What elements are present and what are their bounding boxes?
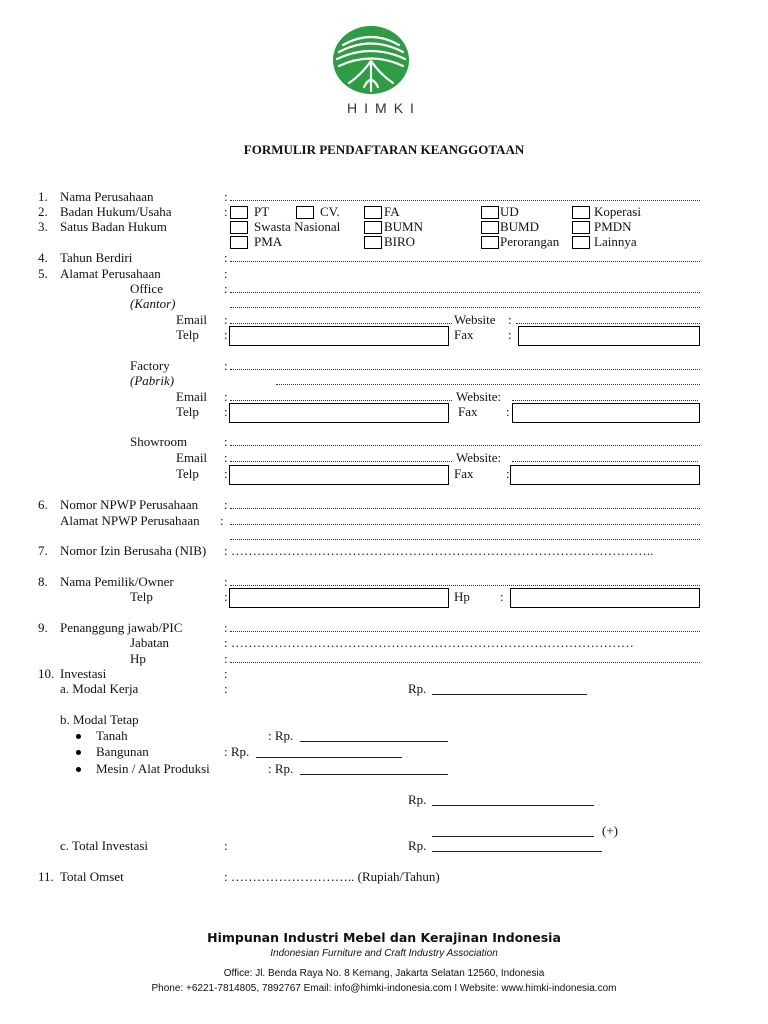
label-showroom: Showroom bbox=[130, 434, 188, 449]
label-nama-perusahaan: Nama Perusahaan bbox=[60, 189, 154, 204]
rp-label: : Rp. bbox=[224, 744, 250, 759]
bullet-icon bbox=[76, 767, 81, 772]
showroom-fax-input[interactable] bbox=[510, 465, 700, 485]
option-bumd: BUMD bbox=[500, 219, 540, 234]
alamat-npwp-field[interactable] bbox=[230, 524, 700, 525]
colon: : bbox=[224, 450, 228, 465]
colon: : bbox=[506, 404, 510, 419]
checkbox-pma[interactable] bbox=[230, 236, 248, 249]
office-address-field-2[interactable] bbox=[230, 307, 700, 308]
colon: : bbox=[224, 312, 228, 327]
num-8: 8. bbox=[38, 574, 48, 589]
colon: : bbox=[224, 838, 228, 853]
num-2: 2. bbox=[38, 204, 48, 219]
checkbox-lainnya[interactable] bbox=[572, 236, 590, 249]
num-10: 10. bbox=[38, 666, 55, 681]
colon: : bbox=[224, 651, 228, 666]
option-pma: PMA bbox=[254, 234, 283, 249]
label-nama-pemilik: Nama Pemilik/Owner bbox=[60, 574, 174, 589]
brand-name: HIMKI bbox=[347, 100, 421, 116]
colon: : bbox=[224, 189, 228, 204]
colon: : bbox=[224, 266, 228, 281]
sum-line bbox=[432, 836, 594, 837]
footer-org-name-en: Indonesian Furniture and Craft Industry Association bbox=[270, 948, 498, 959]
num-3: 3. bbox=[38, 219, 48, 234]
office-email-field[interactable] bbox=[230, 323, 452, 324]
colon: : bbox=[224, 466, 228, 481]
label-factory-email: Email bbox=[176, 389, 208, 404]
num-5: 5. bbox=[38, 266, 48, 281]
label-office-website: Website bbox=[454, 312, 496, 327]
bullet-icon bbox=[76, 734, 81, 739]
option-fa: FA bbox=[384, 204, 400, 219]
label-total-investasi: c. Total Investasi bbox=[60, 838, 149, 853]
checkbox-ud[interactable] bbox=[481, 206, 499, 219]
bangunan-field[interactable] bbox=[256, 757, 402, 758]
office-fax-input[interactable] bbox=[518, 326, 700, 346]
rp-label: : Rp. bbox=[268, 728, 294, 743]
colon: : bbox=[224, 327, 228, 342]
factory-fax-input[interactable] bbox=[512, 403, 700, 423]
colon: : bbox=[224, 666, 228, 681]
label-kantor: (Kantor) bbox=[130, 296, 176, 311]
himki-logo-icon bbox=[331, 25, 411, 95]
checkbox-fa[interactable] bbox=[364, 206, 382, 219]
option-cv: CV. bbox=[320, 204, 340, 219]
office-website-field[interactable] bbox=[516, 323, 700, 324]
colon: : bbox=[224, 681, 228, 696]
num-7: 7. bbox=[38, 543, 48, 558]
rp-label: Rp. bbox=[408, 792, 427, 807]
total-investasi-field[interactable] bbox=[432, 851, 602, 852]
plus-sign: (+) bbox=[602, 823, 618, 838]
label-status-badan-hukum: Satus Badan Hukum bbox=[60, 219, 167, 234]
colon: : bbox=[224, 204, 228, 219]
checkbox-bumd[interactable] bbox=[481, 221, 499, 234]
factory-address-field-2[interactable] bbox=[276, 384, 700, 385]
colon: : bbox=[224, 620, 228, 635]
colon: : bbox=[224, 589, 228, 604]
label-alamat-npwp: Alamat NPWP Perusahaan bbox=[60, 513, 200, 528]
label-modal-kerja: a. Modal Kerja bbox=[60, 681, 139, 696]
checkbox-pt[interactable] bbox=[230, 206, 248, 219]
label-nib: Nomor Izin Berusaha (NIB) bbox=[60, 543, 207, 558]
checkbox-koperasi[interactable] bbox=[572, 206, 590, 219]
label-owner-telp: Telp bbox=[130, 589, 153, 604]
colon: : bbox=[508, 312, 512, 327]
showroom-address-field[interactable] bbox=[230, 445, 700, 446]
checkbox-bumn[interactable] bbox=[364, 221, 382, 234]
label-factory-telp: Telp bbox=[176, 404, 199, 419]
label-factory-website: Website: bbox=[456, 389, 502, 404]
option-koperasi: Koperasi bbox=[594, 204, 641, 219]
office-telp-input[interactable] bbox=[229, 326, 449, 346]
colon: : bbox=[224, 358, 228, 373]
jabatan-field[interactable]: : ………………………………………………………………………………… bbox=[224, 635, 634, 650]
label-factory-fax: Fax bbox=[458, 404, 478, 419]
tanah-field[interactable] bbox=[300, 741, 448, 742]
checkbox-biro[interactable] bbox=[364, 236, 382, 249]
option-bumn: BUMN bbox=[384, 219, 424, 234]
nib-field[interactable]: : …………………………………………………………………………………….. bbox=[224, 543, 654, 558]
option-swasta-nasional: Swasta Nasional bbox=[254, 219, 341, 234]
option-biro: BIRO bbox=[384, 234, 416, 249]
pic-field[interactable] bbox=[230, 631, 700, 632]
label-showroom-telp: Telp bbox=[176, 466, 199, 481]
factory-address-field[interactable] bbox=[230, 369, 700, 370]
colon: : bbox=[224, 404, 228, 419]
bullet-icon bbox=[76, 750, 81, 755]
rp-label: Rp. bbox=[408, 838, 427, 853]
footer-contact: Phone: +6221-7814805, 7892767 Email: info@himki-indonesia.com I Website: www.himki-indonesia.com bbox=[151, 983, 617, 994]
pic-hp-field[interactable] bbox=[230, 662, 700, 663]
label-pic: Penanggung jawab/PIC bbox=[60, 620, 183, 635]
footer-org-name: Himpunan Industri Mebel dan Kerajinan Indonesia bbox=[207, 930, 561, 945]
alamat-npwp-field-2[interactable] bbox=[230, 539, 700, 540]
label-pic-hp: Hp bbox=[130, 651, 146, 666]
label-alamat-perusahaan: Alamat Perusahaan bbox=[60, 266, 161, 281]
num-11: 11. bbox=[38, 869, 54, 884]
label-modal-tetap: b. Modal Tetap bbox=[60, 712, 139, 727]
num-1: 1. bbox=[38, 189, 48, 204]
factory-email-field[interactable] bbox=[230, 400, 452, 401]
label-office-telp: Telp bbox=[176, 327, 199, 342]
option-pmdn: PMDN bbox=[594, 219, 632, 234]
label-total-omset: Total Omset bbox=[60, 869, 124, 884]
tahun-berdiri-field[interactable] bbox=[230, 261, 700, 262]
colon: : bbox=[220, 513, 224, 528]
num-4: 4. bbox=[38, 250, 48, 265]
checkbox-pmdn[interactable] bbox=[572, 221, 590, 234]
label-tahun-berdiri: Tahun Berdiri bbox=[60, 250, 133, 265]
colon: : bbox=[224, 281, 228, 296]
label-mesin: Mesin / Alat Produksi bbox=[96, 761, 210, 776]
option-ud: UD bbox=[500, 204, 519, 219]
nama-pemilik-field[interactable] bbox=[230, 585, 700, 586]
showroom-telp-input[interactable] bbox=[229, 465, 449, 485]
colon: : bbox=[224, 389, 228, 404]
label-pabrik: (Pabrik) bbox=[130, 373, 175, 388]
option-perorangan: Perorangan bbox=[500, 234, 560, 249]
label-bangunan: Bangunan bbox=[96, 744, 149, 759]
nomor-npwp-field[interactable] bbox=[230, 508, 700, 509]
owner-hp-input[interactable] bbox=[510, 588, 700, 608]
colon: : bbox=[224, 434, 228, 449]
label-badan-hukum: Badan Hukum/Usaha bbox=[60, 204, 172, 219]
label-tanah: Tanah bbox=[96, 728, 128, 743]
label-showroom-email: Email bbox=[176, 450, 208, 465]
colon: : bbox=[224, 250, 228, 265]
footer-office-address: Office: Jl. Benda Raya No. 8 Kemang, Jakarta Selatan 12560, Indonesia bbox=[223, 968, 545, 979]
rp-label: : Rp. bbox=[268, 761, 294, 776]
colon: : bbox=[224, 574, 228, 589]
factory-telp-input[interactable] bbox=[229, 403, 449, 423]
factory-website-field[interactable] bbox=[512, 400, 698, 401]
label-jabatan: Jabatan bbox=[130, 635, 169, 650]
colon: : bbox=[500, 589, 504, 604]
num-9: 9. bbox=[38, 620, 48, 635]
nama-perusahaan-field[interactable] bbox=[230, 200, 700, 201]
option-pt: PT bbox=[254, 204, 270, 219]
label-showroom-website: Website: bbox=[456, 450, 502, 465]
option-lainnya: Lainnya bbox=[594, 234, 637, 249]
owner-telp-input[interactable] bbox=[229, 588, 449, 608]
label-office-email: Email bbox=[176, 312, 208, 327]
colon: : bbox=[506, 466, 510, 481]
modal-kerja-field[interactable] bbox=[432, 694, 587, 695]
label-factory: Factory bbox=[130, 358, 170, 373]
checkbox-swasta-nasional[interactable] bbox=[230, 221, 248, 234]
form-title: FORMULIR PENDAFTARAN KEANGGOTAAN bbox=[243, 142, 525, 157]
label-showroom-fax: Fax bbox=[454, 466, 474, 481]
total-omset-field[interactable]: : ……………………….. (Rupiah/Tahun) bbox=[224, 869, 440, 884]
colon: : bbox=[508, 327, 512, 342]
label-office: Office bbox=[130, 281, 163, 296]
label-nomor-npwp: Nomor NPWP Perusahaan bbox=[60, 497, 199, 512]
colon: : bbox=[224, 497, 228, 512]
checkbox-cv[interactable] bbox=[296, 206, 314, 219]
showroom-website-field[interactable] bbox=[512, 461, 698, 462]
label-owner-hp: Hp bbox=[454, 589, 470, 604]
label-office-fax: Fax bbox=[454, 327, 474, 342]
label-investasi: Investasi bbox=[60, 666, 107, 681]
office-address-field[interactable] bbox=[230, 292, 700, 293]
showroom-email-field[interactable] bbox=[230, 461, 452, 462]
modal-tetap-subtotal-field[interactable] bbox=[432, 805, 594, 806]
mesin-field[interactable] bbox=[300, 774, 448, 775]
checkbox-perorangan[interactable] bbox=[481, 236, 499, 249]
num-6: 6. bbox=[38, 497, 48, 512]
rp-label: Rp. bbox=[408, 681, 427, 696]
